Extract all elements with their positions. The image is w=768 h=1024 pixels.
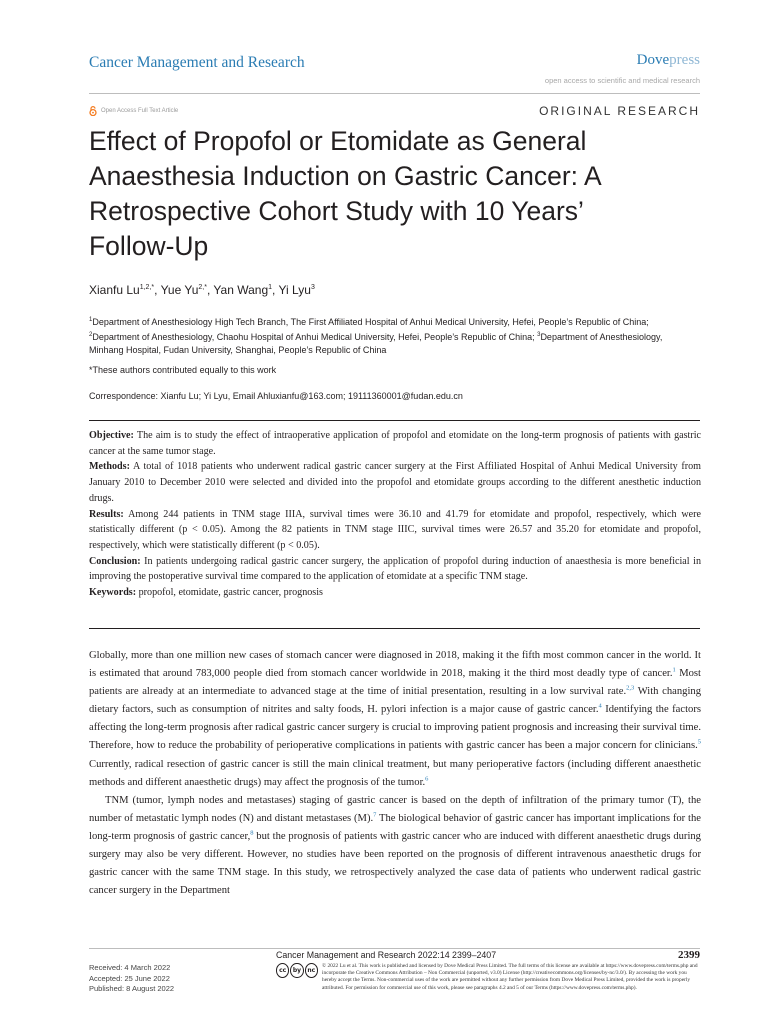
body-paragraph [89,792,701,901]
affiliation-sup: 2 [89,332,93,338]
license-text: © 2022 Lu et al. This work is published and licensed by Dove Medical Press Limited. The full terms of this license are available at https://www.dovepress.com/terms.php and incorporate the Creative Commons Attribution – Non Commercial (unported, v3.0) License (http://creativecommons.org/licenses/by-nc/3.0/). By accessing the work you hereby accept the Terms. Non-commercial uses of the work are permitted without any further permission from Dove Medical Press Limited, provided the work is properly attributed. For permission for commercial use of this work, please see paragraphs 4.2 and 5 of our Terms (https://www.dovepress.com/terms.php). [322,963,698,991]
abstract-conclusion [89,554,701,585]
abstract-keywords [89,585,701,601]
abstract-bottom-rule [89,628,700,629]
correspondence: Correspondence: Xianfu Lu; Yi Lyu, Email Ahluxianfu@163.com; 19111360001@fudan.edu.cn [89,391,463,401]
abstract-label: Objective: [89,430,134,441]
abstract-text: The aim is to study the effect of intraoperative application of propofol and etomidate on the long-term prognosis of patients with gastric cancer at the same tumor stage. [89,430,701,457]
body-sentence: The biological behavior of gastric cancer has important implications for the long-term prognosis of gastric cancer, [89,812,701,842]
author-name: Yi Lyu [278,283,311,297]
citation-link[interactable]: 6 [425,775,429,783]
body-sentence: Currently, radical resection of gastric cancer is still the main clinical treatment, but many perioperative factors (including different anaesthetic methods and different anaesthetic drugs) may affect the prognosis of the tumor. [89,758,701,788]
affiliation-sup: 3 [537,332,541,338]
abstract-results [89,507,701,554]
published-date: Published: 8 August 2022 [89,984,175,993]
abstract-top-rule [89,420,700,421]
nc-icon: nc [305,963,318,978]
author-name: Yan Wang [213,283,269,297]
open-access-icon [89,106,97,116]
cc-icon: cc [276,963,289,978]
citation-link[interactable]: 5 [697,738,701,746]
abstract-text: propofol, etomidate, gastric cancer, prognosis [136,587,323,599]
footer-citation: Cancer Management and Research 2022:14 2399–2407 [276,950,497,960]
author-list: Xianfu $Lu^{1,2,*}$, Yue $Yu^{2,*}$, Yan Wang$^1$, Yi Lyu$^3$ [89,283,315,297]
article-dates [89,963,174,995]
body-sentence: Most patients are already at an intermediate to advanced stage at the time of initial presentation, resulting in a low survival rate. [89,668,701,698]
citation-link[interactable]: 1 [672,666,676,674]
body-text [89,647,701,900]
body-sentence: TNM (tumor, lymph nodes and metastases) staging of gastric cancer is based on the depth of infiltration of the primary tumor (T), the number of metastatic lymph nodes (N) and distant metastases (M). [89,794,701,824]
affiliation-text: Department of Anesthesiology, Chaohu Hospital of Anhui Medical University, Hefei, People’s Republic of China; [92,332,538,342]
creative-commons-icon[interactable] [276,963,318,977]
publisher-logo-dove: Dove [636,52,670,68]
accepted-date: Accepted: 25 June 2022 [89,973,170,983]
abstract-text: Among 244 patients in TNM stage IIIA, survival times were 36.10 and 41.79 for etomidate and propofol, respectively, which were statistically different (p < 0.05). Among the 82 patients in TNM stage IIIC, survival times were 26.57 and 35.20 for etomidate and propofol, respectively, which were statistically different (p < 0.05). [89,508,701,551]
abstract-label: Results: [89,508,124,520]
affiliation-text: Department of Anesthesiology, Minhang Hospital, Fudan University, Shanghai, People’s Republic of China [89,332,663,355]
journal-name: Cancer Management and Research [89,54,305,71]
citation-link[interactable]: 7 [373,811,377,819]
publisher-tagline: open access to scientific and medical research [544,76,700,85]
open-access-text: Open Access Full Text Article [101,108,179,114]
citation-link[interactable]: 2,3 [626,684,635,692]
publisher-logo [637,52,700,69]
citation-link[interactable]: 4 [598,702,602,710]
citation-link[interactable]: 8 [250,829,254,837]
body-sentence: Identifying the factors affecting the long-term prognosis after radical gastric cancer surgery is crucial to improving patient prognosis and increasing their survival time. Therefore, how to reduce the probability of perioperative complications in patients with gastric cancer has been a major concern for clinicians. [89,704,701,752]
abstract-text: In patients undergoing radical gastric cancer surgery, the application of propofol during induction of anaesthesia is more beneficial in improving the postoperative survival time compared to the application of etomidate at a specific TNM stage. [89,555,701,583]
footer-divider [89,948,700,949]
equal-contribution-note: *These authors contributed equally to this work [89,365,277,375]
body-paragraph [89,647,701,792]
abstract-label: Methods: [89,461,130,473]
affiliations [89,314,699,357]
body-sentence: With changing dietary factors, such as consumption of nitrites and salty foods, H. pylori infection is a major cause of gastric cancer. [89,686,701,716]
abstract-label: Keywords: [89,587,137,599]
author-sup: 2,* [198,284,207,291]
abstract [89,428,701,601]
article-title: Effect of Propofol or Etomidate as General Anaesthesia Induction on Gastric Cancer: A Retrospective Cohort Study with 10 Years’ Follow-Up [89,126,601,261]
body-sentence: but the prognosis of patients with gastric cancer who are induced with different anaesthetic drugs during surgery may also be very different. However, no studies have been reported on the prognosis of different intravenous anaesthetic drugs for gastric cancer with the same TNM stage. In this study, we retrospectively analyzed the case data of patients who underwent radical gastric cancer surgery in the Department [89,830,701,897]
received-date: Received: 4 March 2022 [89,963,171,972]
page-number: 2399 [678,949,700,961]
abstract-methods [89,459,701,506]
header-divider [89,93,700,94]
author-sup: 1,2,* [139,284,155,291]
affiliation-text: Department of Anesthesiology High Tech Branch, The First Affiliated Hospital of Anhui Medical University, Hefei, People’s Republic of China; [92,317,649,327]
author-sup: 1 [268,284,273,291]
abstract-label: Conclusion: [89,555,141,567]
abstract-text: A total of 1018 patients who underwent radical gastric cancer surgery at the First Affiliated Hospital of Anhui Medical University from January 2010 to December 2010 were selected and divided into the propofol and etomidate groups according to the different anesthetic induction drugs. [89,461,701,504]
article-category: ORIGINAL RESEARCH [539,104,700,118]
affiliation-sup: 1 [89,317,93,323]
open-access-label [89,106,178,116]
author-sup: 3 [310,284,315,291]
abstract-objective [89,428,701,459]
publisher-logo-press: press [669,52,700,68]
license-block [276,963,700,992]
body-sentence: Globally, more than one million new cases of stomach cancer were diagnosed in 2018, making it the fifth most common cancer in the world. It is estimated that around 783,000 people died from stomach cancer worldwide in 2018, making it the third most deadly type of cancer. [89,650,701,680]
author-name: Xianfu Lu [89,283,140,297]
by-icon: by [290,963,303,978]
author-name: Yue Yu [160,283,199,297]
